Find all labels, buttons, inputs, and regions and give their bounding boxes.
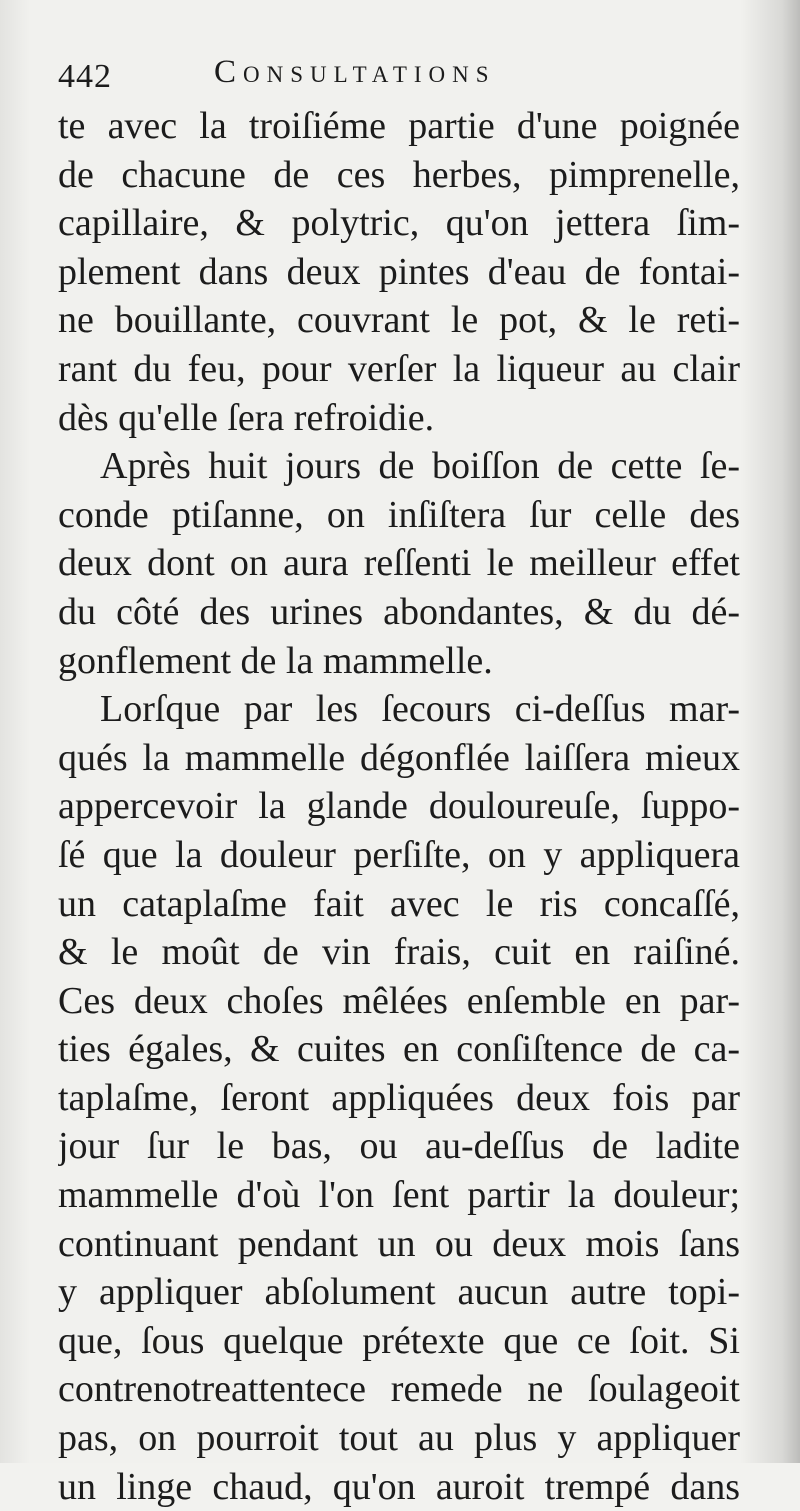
text-line: qués la mammelle dégonflée laiſſera mieux [58, 736, 740, 779]
text-line: dès qu'elle ſera refroidie. [58, 396, 435, 439]
text-line: conde ptiſanne, on inſiſtera ſur celle des [58, 493, 740, 536]
text-line: y appliquer abſolument aucun autre topi- [58, 1271, 740, 1314]
text-line: te avec la troiſiéme partie d'une poignée [58, 105, 740, 147]
text-line: appercevoir la glande douloureuſe, ſuppo- [58, 785, 740, 828]
text-line: du côté des urines abondantes, & du dé- [58, 590, 740, 633]
text-line: gonflement de la mammelle. [58, 639, 493, 682]
body-text [58, 102, 740, 1511]
text-line: mammelle d'où l'on ſent partir la douleur; [58, 1174, 740, 1217]
text-line: Lorſque par les ſecours ci-deſſus mar- [100, 688, 740, 731]
running-title: Consultations [214, 54, 496, 90]
text-line: pas, on pourroit tout au plus y appliquer [58, 1417, 740, 1460]
text-line: ties égales, & cuites en conſiſtence de ca- [58, 1028, 740, 1071]
text-line: un cataplaſme fait avec le ris concaſſé, [58, 882, 740, 925]
text-line: capillaire, & polytric, qu'on jettera ſim- [58, 202, 740, 245]
text-line: de chacune de ces herbes, pimprenelle, [58, 153, 740, 196]
text-line: deux dont on aura reſſenti le meilleur effet [58, 542, 740, 585]
text-line: continuant pendant un ou deux mois ſans [58, 1222, 740, 1265]
text-line: Ces deux choſes mêlées enſemble en par- [58, 979, 740, 1022]
text-line: Après huit jours de boiſſon de cette ſe- [100, 445, 740, 488]
text-line: & le moût de vin frais, cuit en raiſiné. [58, 931, 740, 974]
text-line: jour ſur le bas, ou au-deſſus de ladite [58, 1125, 740, 1168]
text-line: que, ſous quelque prétexte que ce ſoit. Si [58, 1319, 740, 1362]
text-line: plement dans deux pintes d'eau de fontai- [58, 250, 740, 293]
running-head [58, 50, 758, 98]
text-line: rant du feu, pour verſer la liqueur au clair [58, 347, 740, 390]
text-line: un linge chaud, qu'on auroit trempé dans [58, 1465, 740, 1508]
page-number: 442 [58, 58, 112, 95]
text-line: ne bouillante, couvrant le pot, & le reti- [58, 299, 740, 342]
text-line: taplaſme, ſeront appliquées deux fois par [58, 1076, 740, 1119]
text-line: contrenotreattentece remede ne ſoulageoit [58, 1368, 740, 1411]
text-line: ſé que la douleur perſiſte, on y appliquera [58, 833, 740, 876]
